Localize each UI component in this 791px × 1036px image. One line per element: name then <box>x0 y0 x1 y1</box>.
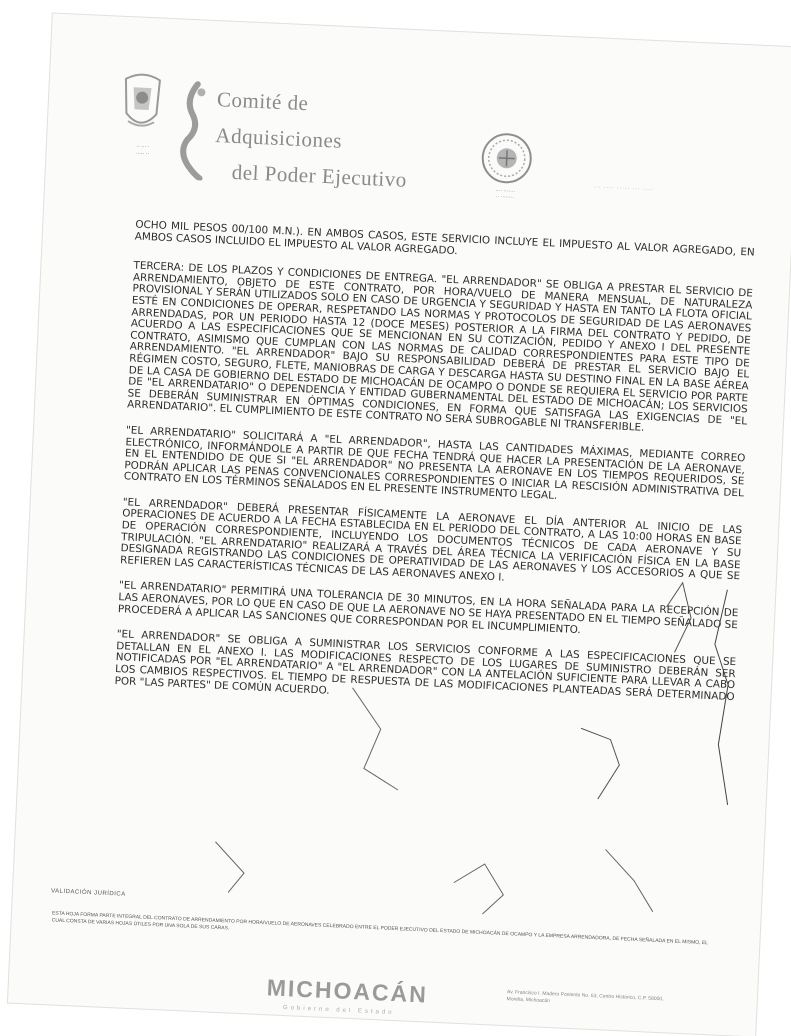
committee-name-line3: del Poder Ejecutivo <box>231 159 408 192</box>
footer-address: Av. Francisco I. Madero Poniente No. 63, Centro Histórico, C.P. 58000, Morelia, Michoacán <box>506 989 664 1005</box>
state-coat-of-arms-icon <box>117 69 166 143</box>
page-footnote: ESTA HOJA FORMA PARTE INTEGRAL DEL CONTRATO DE ARRENDAMIENTO POR HORA/VUELO DE AERONAVES CELEBRADO ENTRE EL PODER EJECUTIVO DEL ESTADO DE MICHOACÁN DE OCAMPO Y LA EMPRESA ARRENDADORA, DE FECHA SEÑALADA EN EL MISMO, EL CUAL CONSTA DE VARIAS HOJAS ÚTILES POR UNA SOLA DE SUS CARAS. <box>51 910 708 947</box>
seal-caption: ···· ······· ·· ········ <box>495 187 516 201</box>
paragraph-clause-tercera: TERCERA: DE LOS PLAZOS Y CONDICIONES DE ENTREGA. "EL ARRENDADOR" SE OBLIGA A PRESTAR EL SERVICIO DE ARRENDAMIENTO, OBJETO DE ESTE CONTRATO, POR HORA/VUELO DE MANERA MENSUAL, DE NATURALEZA PROVISIONAL Y SERÁN UTILIZADOS SOLO EN CASO DE URGENCIA Y SEGURIDAD Y HASTA EN TANTO LA FLOTA OFICIAL ESTÉ EN CONDICIONES DE OPERAR, RESPETANDO LAS NORMAS Y PROTOCOLOS DE SEGURIDAD DE LAS AERONAVES ARRENDADAS, POR UN PERIODO HASTA 12 (DOCE MESES) POSTERIOR A LA FIRMA DEL CONTRATO Y PEDIDO, DE ACUERDO A LAS ESPECIFICACIONES QUE SE MENCIONAN EN SU COTIZACIÓN, PEDIDO Y ANEXO I DEL PRESENTE CONTRATO, ASIMISMO QUE CUMPLAN CON LAS NORMAS DE CALIDAD CORRESPONDIENTES PARA ESTE TIPO DE ARRENDAMIENTO. "EL ARRENDADOR" BAJO SU RESPONSABILIDAD DEBERÁ DE PRESTAR EL SERVICIO BAJO EL RÉGIMEN COSTO, SEGURO, FLETE, MANIOBRAS DE CARGA Y DESCARGA HASTA SU DESTINO FINAL EN LA BASE AÉREA DE LA CASA DE GOBIERNO DEL ESTADO DE MICHOACÁN DE OCAMPO O DONDE SE REQUIERA EL SERVICIO POR PARTE DE "EL ARRENDATARIO" O DEPENDENCIA Y ENTIDAD GUBERNAMENTAL DEL ESTADO DE MICHOACÁN; LOS SERVICIOS SE DEBERÁN SUMINISTRAR EN ÓPTIMAS CONDICIONES, EN FORMA QUE SATISFAGA LAS EXIGENCIAS DE "EL ARRENDATARIO". EL CUMPLIMIENTO DE ESTE CONTRATO NO SERÁ SUBROGABLE NI TRANSFERIBLE. <box>126 259 754 435</box>
crest-caption: ·· ··· · ····· ·· <box>135 143 150 158</box>
paragraph-supply: "EL ARRENDADOR" SE OBLIGA A SUMINISTRAR LOS SERVICIOS CONFORME A LAS ESPECIFICACIONES QUE SE DETALLAN EN EL ANEXO I. LAS MODIFICACIONES RESPECTO DE LOS LUGARES DE SUMINISTRO DEBERÁN SER NOTIFICADAS POR "EL ARRENDATARIO" A "EL ARRENDADOR" CON LA ANTELACIÓN SUFICIENTE PARA LLEVAR A CABO LOS CAMBIOS RESPECTIVOS. EL TIEMPO DE RESPUESTA DE LAS MODIFICACIONES PLANTEADAS SERÁ DETERMINADO POR "LAS PARTES" DE COMÚN ACUERDO. <box>114 628 737 704</box>
footer-brand-subtitle: Gobierno del Estado <box>282 1005 395 1017</box>
footer-brand-logo: MICHOACÁN <box>266 974 429 1008</box>
reviewer-label: VALIDACIÓN JURÍDICA <box>50 888 126 898</box>
committee-name-line2: Adquisiciones <box>214 123 343 153</box>
paragraph-amount: OCHO MIL PESOS 00/100 M.N.). EN AMBOS CASOS, ESTE SERVICIO INCLUYE EL IMPUESTO AL VALOR AGREGADO, EN AMBOS CASOS INCLUIDO EL IMPUESTO AL VALOR AGREGADO. <box>134 218 755 259</box>
header-reference: ··· ···· ····· ··· ···· <box>593 184 654 193</box>
paragraph-request: "EL ARRENDATARIO" SOLICITARÁ A "EL ARRENDADOR", HASTA LAS CANTIDADES MÁXIMAS, MEDIANTE CORREO ELECTRÓNICO, INFORMÁNDOLE A PARTIR DE QUE FECHA TENDRÁ QUE HACER LA PRESENTACIÓN DE LA AERONAVE, EN EL ENTENDIDO DE QUE SI "EL ARRENDADOR" NO PRESENTA LA AERONAVE EN LOS TIEMPOS REQUERIDOS, SE PODRÁN APLICAR LAS PENAS CONVENCIONALES CORRESPONDIENTES O INICIAR LA RESCISIÓN ADMINISTRATIVA DEL CONTRATO EN LOS TÉRMINOS SEÑALADOS EN EL PRESENTE INSTRUMENTO LEGAL. <box>123 424 746 503</box>
document-page <box>8 14 791 1036</box>
paragraph-presentation: "EL ARRENDADOR" DEBERÁ PRESENTAR FÍSICAMENTE LA AERONAVE EL DÍA ANTERIOR AL INICIO DE LAS OPERACIONES DE ACUERDO A LA FECHA ESTABLECIDA EN EL PERIODO DEL CONTRATO, A LAS 10:00 HORAS EN BASE DE OPERACIÓN CORRESPONDIENTE, INCLUYENDO LOS DOCUMENTOS TÉCNICOS DE CADA AERONAVE Y SU TRIPULACIÓN. "EL ARRENDATARIO" REALIZARÁ A TRAVÉS DEL ÁREA TÉCNICA LA VERIFICACIÓN FÍSICA EN LA BASE DESIGNADA REGISTRANDO LAS CONDICIONES DE OPERATIVIDAD DE LAS AERONAVES Y LOS ACCESORIOS A QUE SE REFIEREN LAS CARACTERÍSTICAS TÉCNICAS DE LAS AERONAVES ANEXO I. <box>119 496 743 584</box>
committee-name <box>213 81 411 198</box>
official-seal-icon <box>480 131 534 185</box>
committee-name-line1: Comité de <box>216 87 309 116</box>
committee-logo-icon <box>175 79 210 180</box>
paragraph-tolerance: "EL ARRENDATARIO" PERMITIRÁ UNA TOLERANCIA DE 30 MINUTOS, EN LA HORA SEÑALADA PARA LA RECEPCIÓN DE LAS AERONAVES, POR LO QUE EN CASO DE QUE LA AERONAVE NO SE HAYA PRESENTADO EN EL TIEMPO SEÑALADO SE PROCEDERÁ A APLICAR LAS SANCIONES QUE CORRESPONDAN POR EL INCUMPLIMIENTO. <box>117 579 739 636</box>
contract-body <box>114 220 755 730</box>
